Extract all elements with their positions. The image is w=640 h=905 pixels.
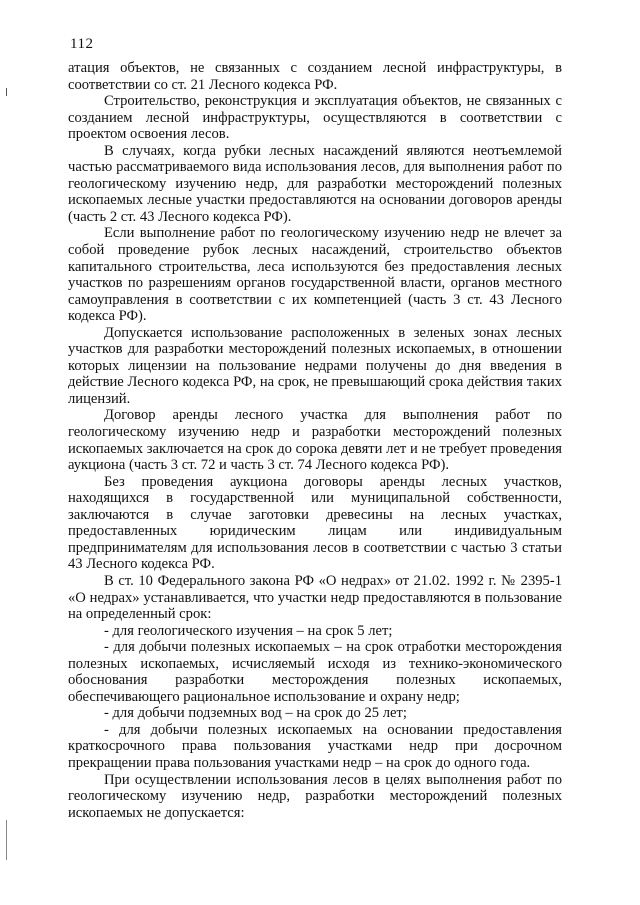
paragraph: При осуществлении использования лесов в целях выполнения работ по геологическому изучению недр, разработки месторождений полезных ископаемых не допускается:: [68, 771, 562, 821]
page-number: 112: [70, 36, 94, 52]
list-item: - для добычи подземных вод – на срок до 25 лет;: [104, 705, 407, 722]
paragraph: Без проведения аукциона договоры аренды лесных участков, находящихся в государственной или муниципальной собственности, заключаются в случае заготовки древесины на лесных участках, предоставленных юридическим лицам или индивидуальным предпринимателям для использования лесов в соответствии с частью 3 статьи 43 Лесного кодекса РФ.: [68, 473, 562, 573]
paragraph-continuation: атация объектов, не связанных с созданием лесной инфраструктуры, в соответствии со ст. 21 Лесного кодекса РФ.: [68, 60, 562, 93]
paragraph: В ст. 10 Федерального закона РФ «О недрах» от 21.02. 1992 г. № 2395-1 «О недрах» устанавливается, что участки недр предоставляются в пользование на определенный срок:: [68, 572, 562, 623]
paragraph: Строительство, реконструкция и эксплуатация объектов, не связанных с созданием лесной инфраструктуры, осуществляются в соответствии с проектом освоения лесов.: [68, 93, 562, 143]
paragraph: Если выполнение работ по геологическому изучению недр не влечет за собой проведение рубок лесных насаждений, строительство объектов капитального строительства, леса используются без предоставления лесных участков по разрешениям органов государственной власти, органов местного самоуправления в соответствии с их компетенцией (часть 3 ст. 43 Лесного кодекса РФ).: [68, 225, 562, 325]
list-item: - для геологического изучения – на срок 5 лет;: [104, 622, 393, 639]
paragraph: Договор аренды лесного участка для выполнения работ по геологическому изучению недр и разработки месторождений полезных ископаемых заключается на срок до сорока девяти лет и не требует проведения аукциона (часть 3 ст. 72 и часть 3 ст. 74 Лесного кодекса РФ).: [68, 407, 562, 474]
list-item: - для добычи полезных ископаемых на основании предоставления краткосрочного права пользования участками недр при досрочном прекращении права пользования участками недр – на срок до одного года.: [68, 721, 562, 771]
margin-scan-mark: [6, 820, 7, 860]
paragraph: Допускается использование расположенных в зеленых зонах лесных участков для разработки месторождений полезных ископаемых, в отношении которых лицензии на пользование недрами получены до дня введения в действие Лесного кодекса РФ, на срок, не превышающий срока действия таких лицензий.: [68, 324, 562, 407]
body-text: [68, 60, 562, 821]
paragraph: В случаях, когда рубки лесных насаждений являются неотъемлемой частью рассматриваемого вида использования лесов, для выполнения работ по геологическому изучению недр, для разработки месторождений полезных ископаемых лесные участки предоставляются на основании договоров аренды (часть 2 ст. 43 Лесного кодекса РФ).: [68, 142, 562, 225]
list-item: - для добычи полезных ископаемых – на срок отработки месторождения полезных ископаемых, исчисляемый исходя из технико-экономического обоснования разработки месторождения полезных ископаемых, обеспечивающего рациональное использование и охрану недр;: [68, 639, 562, 705]
margin-scan-mark: [6, 88, 7, 96]
